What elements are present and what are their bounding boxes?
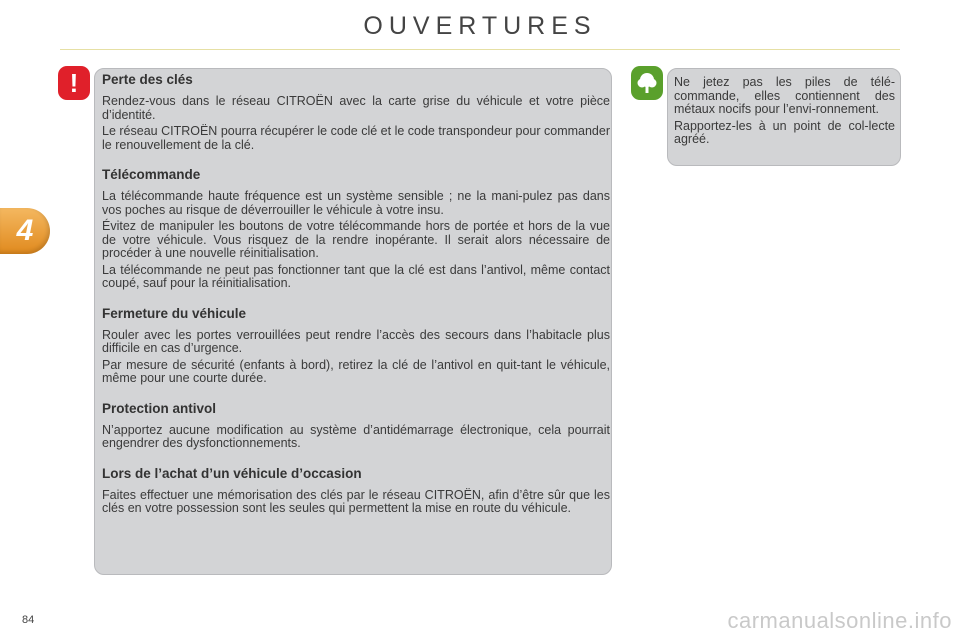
section-perte-des-cles bbox=[102, 72, 610, 152]
section-fermeture-du-vehicule bbox=[102, 306, 610, 386]
paragraph: Évitez de manipuler les boutons de votre télécommande hors de portée et hors de la vue de votre véhicule. Vous risquez de la rendre inopérante. Il serait alors nécessaire de procéder à une nouvelle réinitialisation. bbox=[102, 219, 610, 260]
page-number: 84 bbox=[22, 614, 35, 626]
paragraph: Faites effectuer une mémorisation des clés par le réseau CITROËN, afin d’être sûr que les clés en votre possession sont les seules qui permettent la mise en route du véhicule. bbox=[102, 487, 610, 515]
warning-exclamation-icon: ! bbox=[58, 66, 90, 100]
watermark: carmanualsonline.info bbox=[727, 608, 952, 633]
main-info-content bbox=[102, 72, 610, 531]
section-telecommande bbox=[102, 167, 610, 291]
paragraph: Rendez-vous dans le réseau CITROËN avec la carte grise du véhicule et votre pièce d’identité. bbox=[102, 94, 610, 122]
paragraph: La télécommande haute fréquence est un système sensible ; ne la mani-pulez pas dans vos poches au risque de déverrouiller le véhicule à votre insu. bbox=[102, 189, 610, 217]
section-heading: Perte des clés bbox=[102, 72, 193, 87]
paragraph: Par mesure de sécurité (enfants à bord), retirez la clé de l’antivol en quit-tant le véhicule, même pour une courte durée. bbox=[102, 357, 610, 385]
eco-tree-icon bbox=[631, 66, 663, 100]
section-heading: Télécommande bbox=[102, 167, 201, 182]
chapter-tab bbox=[0, 208, 50, 254]
section-protection-antivol bbox=[102, 401, 610, 451]
eco-note-content bbox=[674, 76, 895, 150]
paragraph: Rouler avec les portes verrouillées peut rendre l’accès des secours dans l’habitacle plus difficile en cas d’urgence. bbox=[102, 327, 610, 355]
paragraph: La télécommande ne peut pas fonctionner tant que la clé est dans l’antivol, même contact coupé, sauf pour la réinitialisation. bbox=[102, 262, 610, 290]
paragraph: Le réseau CITROËN pourra récupérer le code clé et le code transpondeur pour commander le renouvellement de la clé. bbox=[102, 124, 610, 152]
page-title: OUVERTURES bbox=[363, 12, 597, 40]
title-divider bbox=[60, 49, 900, 50]
section-heading: Fermeture du véhicule bbox=[102, 305, 247, 321]
paragraph: Rapportez-les à un point de col-lecte agréé. bbox=[674, 118, 895, 146]
chapter-number: 4 bbox=[16, 214, 34, 247]
section-achat-occasion bbox=[102, 466, 610, 516]
paragraph: Ne jetez pas les piles de télé-commande, elles contiennent des métaux nocifs pour l’envi-ronnement. bbox=[674, 75, 895, 116]
paragraph: N’apportez aucune modification au système d’antidémarrage électronique, cela pourrait engendrer des dysfonctionnements. bbox=[102, 422, 610, 450]
section-heading: Protection antivol bbox=[102, 400, 217, 416]
section-heading: Lors de l’achat d’un véhicule d’occasion bbox=[102, 465, 362, 481]
